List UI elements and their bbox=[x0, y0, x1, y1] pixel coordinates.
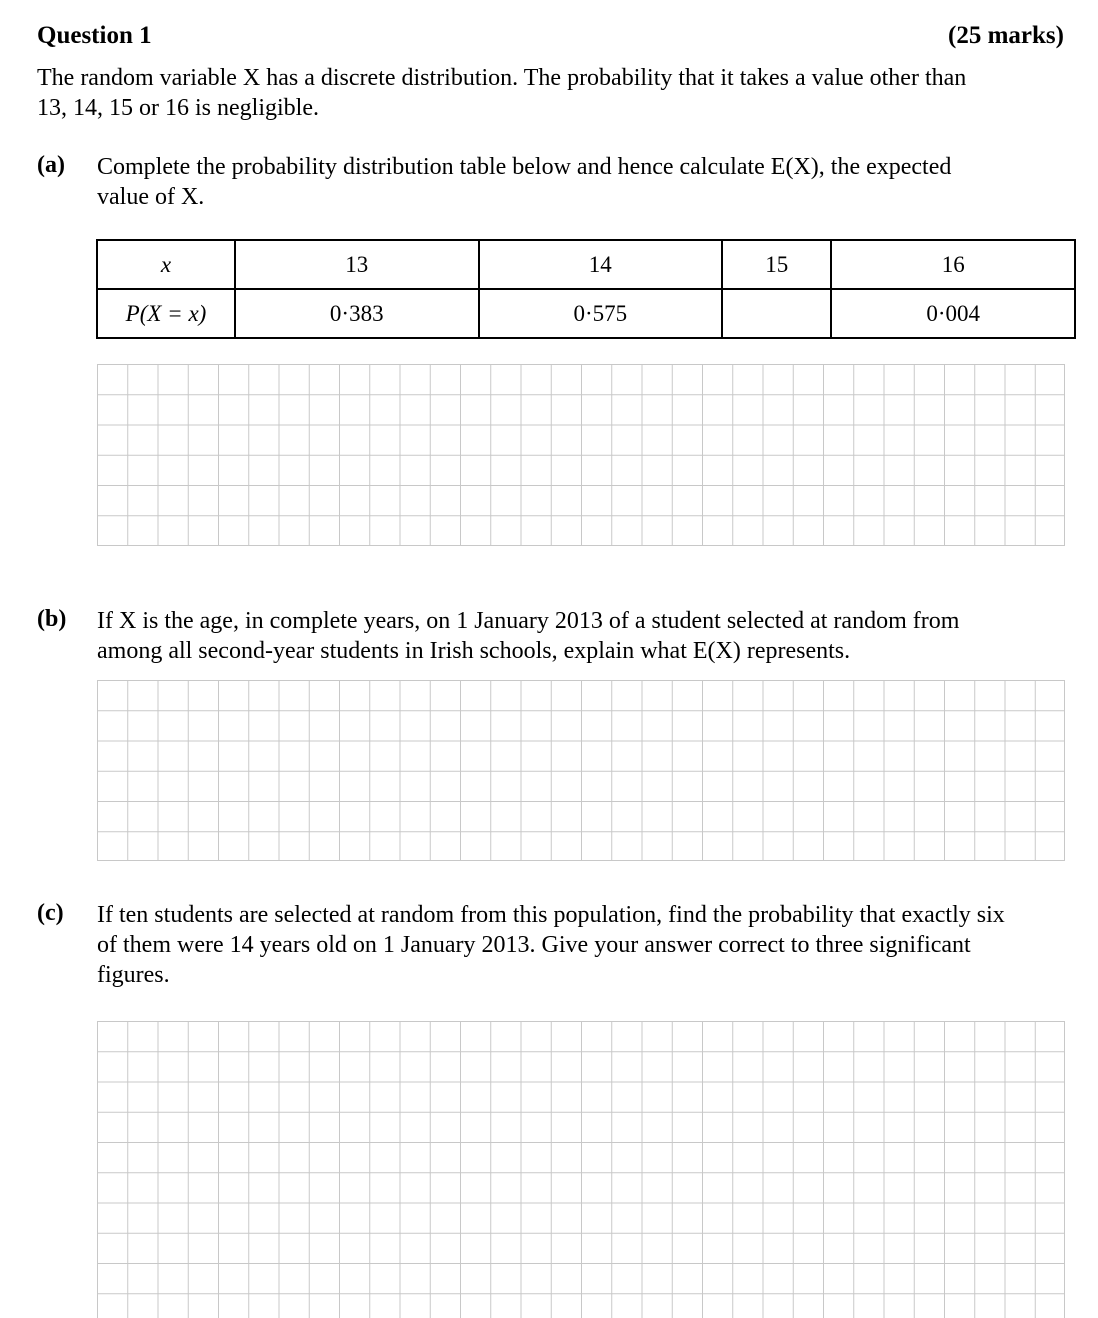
table-row-p bbox=[97, 289, 1075, 338]
part-a-line-2: value of X. bbox=[97, 184, 205, 210]
question-marks: (25 marks) bbox=[948, 22, 1064, 49]
intro-line-1: The random variable X has a discrete distribution. The probability that it takes a value other than bbox=[37, 65, 967, 91]
part-c-line-3: figures. bbox=[97, 962, 170, 988]
part-c-line-1: If ten students are selected at random from this population, find the probability that exactly six bbox=[97, 902, 1005, 928]
part-a-line-1: Complete the probability distribution table below and hence calculate E(X), the expected bbox=[97, 154, 952, 180]
part-b-line-2: among all second-year students in Irish schools, explain what E(X) represents. bbox=[97, 638, 851, 664]
part-c-label: (c) bbox=[37, 900, 64, 926]
part-c-line-2: of them were 14 years old on 1 January 2013. Give your answer correct to three significant bbox=[97, 932, 971, 958]
part-a-text bbox=[97, 152, 1077, 212]
answer-grid-a[interactable] bbox=[97, 364, 1065, 546]
question-title: Question 1 bbox=[37, 22, 152, 49]
table-header-p: P(X = x) bbox=[97, 289, 235, 338]
table-cell-p-13: 0·383 bbox=[235, 289, 479, 338]
part-b-line-1: If X is the age, in complete years, on 1 January 2013 of a student selected at random from bbox=[97, 608, 960, 634]
table-cell-p-16: 0·004 bbox=[831, 289, 1075, 338]
part-b-text bbox=[97, 606, 1077, 666]
table-cell-p-14: 0·575 bbox=[479, 289, 723, 338]
answer-grid-b[interactable] bbox=[97, 680, 1065, 861]
intro-line-2: 13, 14, 15 or 16 is negligible. bbox=[37, 95, 319, 121]
table-row-x bbox=[97, 240, 1075, 289]
part-a-label: (a) bbox=[37, 152, 65, 178]
part-c-text bbox=[97, 900, 1077, 990]
probability-distribution-table bbox=[96, 239, 1076, 339]
table-cell-p-15[interactable] bbox=[722, 289, 831, 338]
table-cell-x-14: 14 bbox=[479, 240, 723, 289]
table-cell-x-13: 13 bbox=[235, 240, 479, 289]
table-cell-x-16: 16 bbox=[831, 240, 1075, 289]
table-cell-x-15: 15 bbox=[722, 240, 831, 289]
question-intro bbox=[37, 63, 1057, 123]
answer-grid-c[interactable] bbox=[97, 1021, 1065, 1318]
part-b-label: (b) bbox=[37, 606, 67, 632]
table-header-x: x bbox=[97, 240, 235, 289]
